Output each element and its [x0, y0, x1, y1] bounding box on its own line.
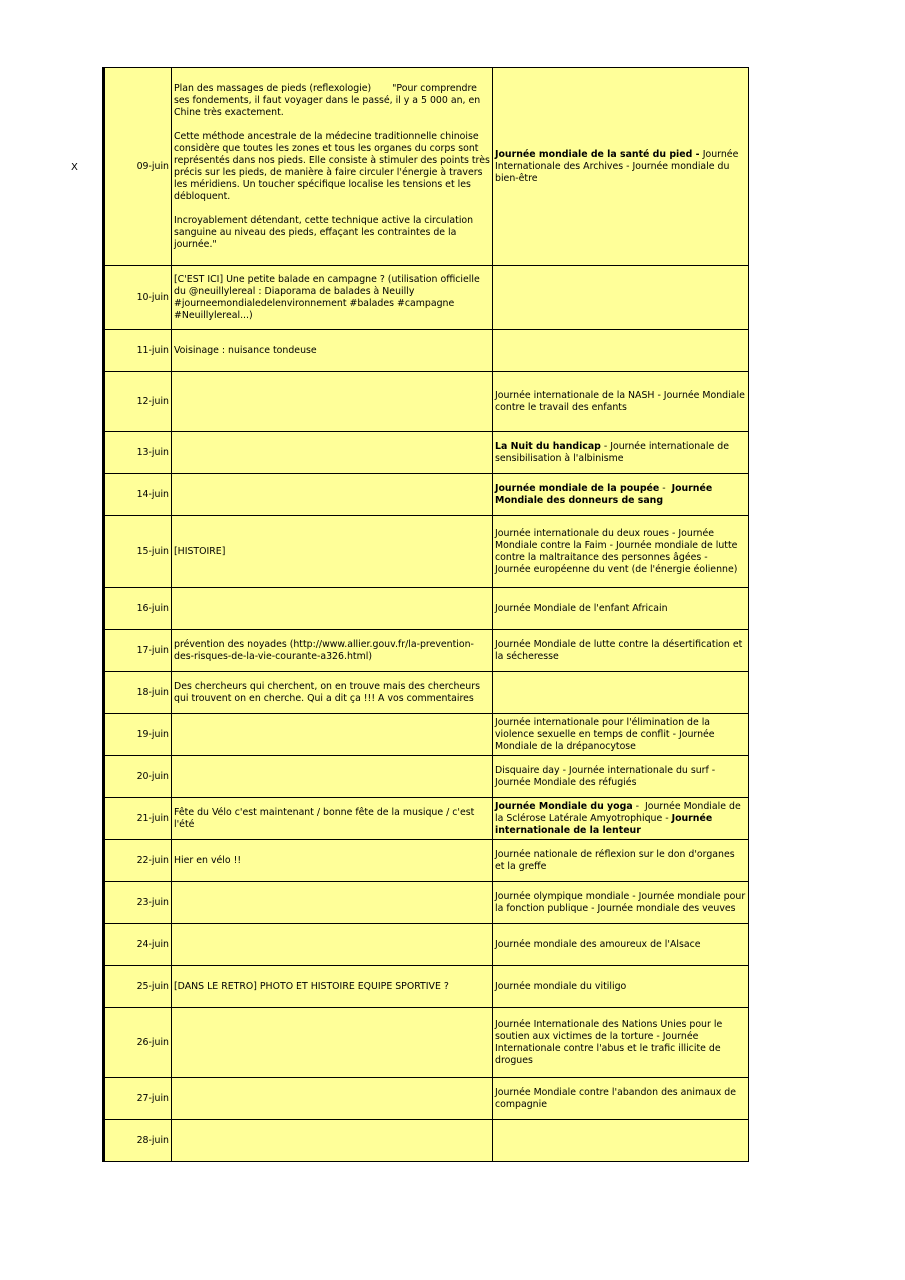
- events-cell: [493, 1008, 749, 1078]
- events-cell: [493, 672, 749, 714]
- events-cell: [493, 266, 749, 330]
- event-text: Journée internationale de la NASH - Journée Mondiale contre le travail des enfants: [495, 389, 748, 413]
- events-cell: [493, 798, 749, 840]
- post-cell: [172, 1078, 493, 1120]
- date-cell: 23-juin: [104, 882, 172, 924]
- post-text: Hier en vélo !!: [174, 854, 242, 866]
- date-cell: 11-juin: [104, 330, 172, 372]
- events-cell: [493, 432, 749, 474]
- post-text: Voisinage : nuisance tondeuse: [174, 344, 317, 356]
- events-cell: [493, 474, 749, 516]
- table-row: [104, 924, 749, 966]
- table-row: [104, 474, 749, 516]
- events-cell: [493, 1120, 749, 1162]
- post-cell: [172, 798, 493, 840]
- post-text: Plan des massages de pieds (reflexologie) "Pour comprendre ses fondements, il faut voyager dans le passé, il y a 5 000 an, en Chine très exactement. Cette méthode ancestrale de la médecine traditionnelle chinoise considère que toutes les zones et tous les organes du corps sont représentés dans nos pieds. Elle consiste à stimuler des points très précis sur les pieds, de manière à faire circuler l'énergie à travers les méridiens. Un toucher spécifique localise les tensions et les débloquent. Incroyablement détendant, cette technique active la circulation sanguine au niveau des pieds, effaçant les contraintes de la journée.": [174, 82, 490, 250]
- date-cell: 28-juin: [104, 1120, 172, 1162]
- post-cell: [172, 474, 493, 516]
- post-cell: [172, 966, 493, 1008]
- event-text: Disquaire day - Journée internationale du surf - Journée Mondiale des réfugiés: [495, 764, 719, 788]
- table-row: [104, 372, 749, 432]
- table-row: [104, 588, 749, 630]
- event-text: - Journée Mondiale de la Sclérose Latérale Amyotrophique -: [495, 800, 744, 824]
- post-cell: [172, 672, 493, 714]
- post-cell: [172, 882, 493, 924]
- date-cell: 14-juin: [104, 474, 172, 516]
- table-row: [104, 330, 749, 372]
- event-text: Journée Internationale des Archives - Journée mondiale du bien-être: [495, 148, 742, 184]
- table-row: [104, 798, 749, 840]
- post-text: [HISTOIRE]: [174, 545, 226, 557]
- events-cell: [493, 714, 749, 756]
- post-cell: [172, 432, 493, 474]
- event-text: -: [659, 482, 672, 494]
- event-text: Journée Internationale des Nations Unies pour le soutien aux victimes de la torture - Journée Internationale contre l'abus et le trafic illicite de drogues: [495, 1018, 726, 1066]
- table-row: [104, 882, 749, 924]
- event-text: Journée mondiale de la santé du pied -: [495, 148, 703, 160]
- table-row: [104, 756, 749, 798]
- table-row: [104, 432, 749, 474]
- post-text: Des chercheurs qui cherchent, on en trouve mais des chercheurs qui trouvent on en cherche. Qui a dit ça !!! A vos commentaires: [174, 680, 483, 704]
- events-cell: [493, 1078, 749, 1120]
- table-row: [104, 840, 749, 882]
- events-cell: [493, 966, 749, 1008]
- post-cell: [172, 588, 493, 630]
- event-text: Journée mondiale du vitiligo: [495, 980, 627, 992]
- post-cell: [172, 630, 493, 672]
- events-cell: [493, 588, 749, 630]
- date-cell: 27-juin: [104, 1078, 172, 1120]
- table-row: [104, 714, 749, 756]
- events-cell: [493, 330, 749, 372]
- date-cell: 12-juin: [104, 372, 172, 432]
- table-row: [104, 266, 749, 330]
- date-cell: 26-juin: [104, 1008, 172, 1078]
- post-cell: [172, 330, 493, 372]
- event-text: Journée Mondiale contre l'abandon des animaux de compagnie: [495, 1086, 740, 1110]
- post-cell: [172, 68, 493, 266]
- date-cell: 16-juin: [104, 588, 172, 630]
- post-cell: [172, 840, 493, 882]
- event-text: Journée internationale du deux roues - Journée Mondiale contre la Faim - Journée mondiale de lutte contre la maltraitance des personnes âgées - Journée européenne du vent (de l'énergie éolienne): [495, 527, 741, 575]
- table-row: [104, 1008, 749, 1078]
- event-text: Journée internationale pour l'élimination de la violence sexuelle en temps de conflit - Journée Mondiale de la drépanocytose: [495, 716, 718, 752]
- event-text: Journée nationale de réflexion sur le don d'organes et la greffe: [495, 848, 738, 872]
- event-text: Journée Mondiale du yoga: [495, 800, 633, 812]
- table-row: [104, 672, 749, 714]
- date-cell: 24-juin: [104, 924, 172, 966]
- events-cell: [493, 516, 749, 588]
- table-row: [104, 1078, 749, 1120]
- date-cell: 17-juin: [104, 630, 172, 672]
- date-cell: 19-juin: [104, 714, 172, 756]
- table-row: [104, 966, 749, 1008]
- events-cell: [493, 68, 749, 266]
- date-cell: 20-juin: [104, 756, 172, 798]
- events-cell: [493, 840, 749, 882]
- calendar-body: [104, 68, 749, 1162]
- events-cell: [493, 630, 749, 672]
- post-cell: [172, 714, 493, 756]
- event-text: La Nuit du handicap: [495, 440, 601, 452]
- date-cell: 13-juin: [104, 432, 172, 474]
- event-text: Journée mondiale de la poupée: [495, 482, 660, 494]
- event-text: Journée internationale de la lenteur: [495, 812, 716, 836]
- table-row: [104, 516, 749, 588]
- table-row: [104, 1120, 749, 1162]
- post-cell: [172, 266, 493, 330]
- post-cell: [172, 1120, 493, 1162]
- event-text: Journée Mondiale de lutte contre la désertification et la sécheresse: [495, 638, 746, 662]
- post-cell: [172, 372, 493, 432]
- table-row: [104, 68, 749, 266]
- event-text: Journée Mondiale des donneurs de sang: [495, 482, 716, 506]
- date-cell: 21-juin: [104, 798, 172, 840]
- row-marker: X: [71, 162, 78, 173]
- event-text: Journée olympique mondiale - Journée mondiale pour la fonction publique - Journée mondiale des veuves: [495, 890, 749, 914]
- post-text: Fête du Vélo c'est maintenant / bonne fête de la musique / c'est l'été: [174, 806, 478, 830]
- post-text: [DANS LE RETRO] PHOTO ET HISTOIRE EQUIPE SPORTIVE ?: [174, 980, 449, 992]
- event-text: Journée Mondiale de l'enfant Africain: [495, 602, 668, 614]
- post-text: prévention des noyades (http://www.allier.gouv.fr/la-prevention-des-risques-de-la-vie-courante-a326.html): [174, 638, 474, 662]
- post-cell: [172, 516, 493, 588]
- post-cell: [172, 1008, 493, 1078]
- events-cell: [493, 756, 749, 798]
- post-text: [C'EST ICI] Une petite balade en campagne ? (utilisation officielle du @neuillylereal : Diaporama de balades à Neuilly #journeemondialedelenvironnement #balades #campagne #Neuillylereal...): [174, 273, 483, 321]
- events-cell: [493, 882, 749, 924]
- post-cell: [172, 924, 493, 966]
- events-cell: [493, 372, 749, 432]
- table-row: [104, 630, 749, 672]
- date-cell: 15-juin: [104, 516, 172, 588]
- event-text: Journée mondiale des amoureux de l'Alsace: [495, 938, 701, 950]
- date-cell: 09-juin: [104, 68, 172, 266]
- date-cell: 10-juin: [104, 266, 172, 330]
- date-cell: 25-juin: [104, 966, 172, 1008]
- date-cell: 18-juin: [104, 672, 172, 714]
- post-cell: [172, 756, 493, 798]
- events-cell: [493, 924, 749, 966]
- event-text: - Journée internationale de sensibilisation à l'albinisme: [495, 440, 732, 464]
- date-cell: 22-juin: [104, 840, 172, 882]
- calendar-table: [102, 67, 749, 1162]
